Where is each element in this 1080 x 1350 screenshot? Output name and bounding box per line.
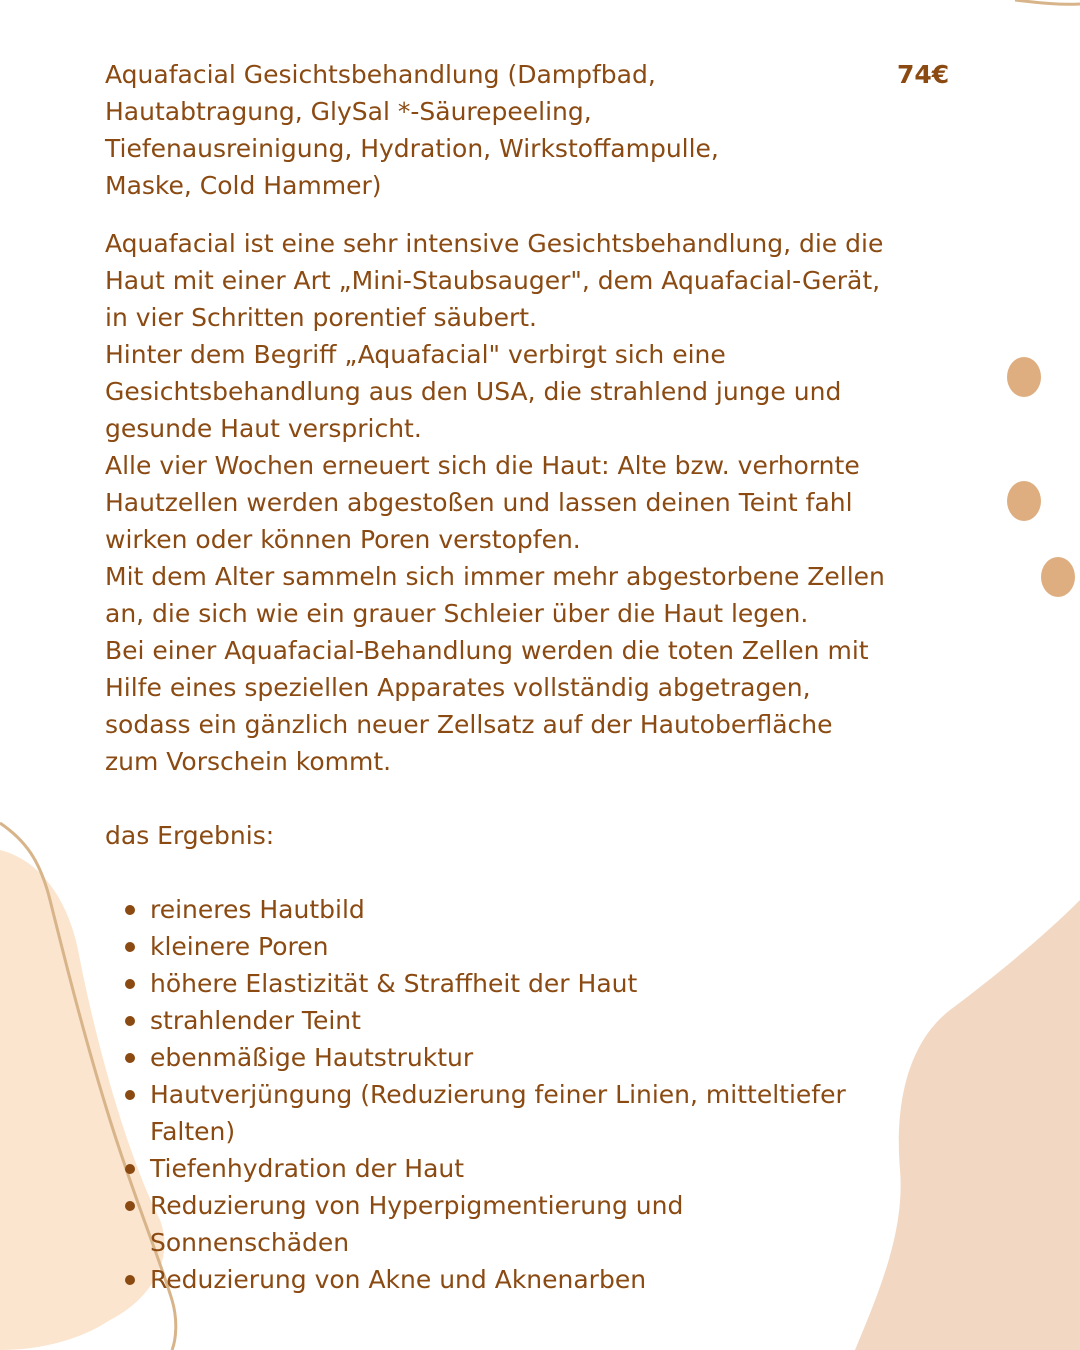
description-line: Hilfe eines speziellen Apparates vollständig abgetragen, xyxy=(105,673,811,702)
description-line: in vier Schritten porentief säubert. xyxy=(105,303,538,332)
decor-dot-2 xyxy=(1007,481,1041,521)
treatment-title-line: Tiefenausreinigung, Hydration, Wirkstoffampulle, xyxy=(105,134,719,163)
decor-dot-1 xyxy=(1007,357,1041,397)
bullet-icon xyxy=(125,979,135,989)
benefit-text: reineres Hautbild xyxy=(150,895,365,924)
bullet-icon xyxy=(125,905,135,915)
benefit-item xyxy=(105,1076,895,1150)
bullet-icon xyxy=(125,1201,135,1211)
benefit-text: Sonnenschäden xyxy=(150,1228,350,1257)
top-right-curve-line xyxy=(1015,0,1080,4)
benefit-text: strahlender Teint xyxy=(150,1006,361,1035)
treatment-title-line: Maske, Cold Hammer) xyxy=(105,171,382,200)
treatment-title xyxy=(105,56,895,204)
description-line: an, die sich wie ein grauer Schleier über die Haut legen. xyxy=(105,599,809,628)
benefit-text: Falten) xyxy=(150,1117,236,1146)
benefit-text: höhere Elastizität & Straffheit der Haut xyxy=(150,969,638,998)
treatment-title-line: Aquafacial Gesichtsbehandlung (Dampfbad, xyxy=(105,60,656,89)
benefit-item xyxy=(105,1039,895,1076)
description-line: Hinter dem Begriff „Aquafacial" verbirgt sich eine xyxy=(105,340,726,369)
benefit-item xyxy=(105,1187,895,1261)
description-line: Hautzellen werden abgestoßen und lassen deinen Teint fahl xyxy=(105,488,853,517)
treatment-title-line: Hautabtragung, GlySal *-Säurepeeling, xyxy=(105,97,592,126)
bullet-icon xyxy=(125,1016,135,1026)
benefit-text: Tiefenhydration der Haut xyxy=(150,1154,465,1183)
benefit-text: ebenmäßige Hautstruktur xyxy=(150,1043,474,1072)
benefit-text: Reduzierung von Hyperpigmentierung und xyxy=(150,1191,684,1220)
description-line: zum Vorschein kommt. xyxy=(105,747,392,776)
description-line: Mit dem Alter sammeln sich immer mehr abgestorbene Zellen xyxy=(105,562,885,591)
bullet-icon xyxy=(125,1090,135,1100)
description-line: Bei einer Aquafacial-Behandlung werden die toten Zellen mit xyxy=(105,636,869,665)
result-label: das Ergebnis: xyxy=(105,821,275,850)
description-line: sodass ein gänzlich neuer Zellsatz auf der Hautoberfläche xyxy=(105,710,833,739)
decor-dot-3 xyxy=(1041,557,1075,597)
bullet-icon xyxy=(125,1164,135,1174)
benefit-text: Hautverjüngung (Reduzierung feiner Linien, mitteltiefer xyxy=(150,1080,846,1109)
benefit-text: kleinere Poren xyxy=(150,932,329,961)
description-line: wirken oder können Poren verstopfen. xyxy=(105,525,581,554)
benefit-item xyxy=(105,1150,895,1187)
description-paragraph xyxy=(105,225,895,780)
benefit-item xyxy=(105,965,895,1002)
description-line: Aquafacial ist eine sehr intensive Gesichtsbehandlung, die die xyxy=(105,229,884,258)
benefit-item xyxy=(105,1002,895,1039)
description-line: Haut mit einer Art „Mini-Staubsauger", dem Aquafacial-Gerät, xyxy=(105,266,881,295)
description-line: Alle vier Wochen erneuert sich die Haut: Alte bzw. verhornte xyxy=(105,451,860,480)
benefit-item xyxy=(105,1261,895,1298)
benefit-item xyxy=(105,891,895,928)
benefits-list xyxy=(105,891,895,1298)
description-line: gesunde Haut verspricht. xyxy=(105,414,422,443)
description-line: Gesichtsbehandlung aus den USA, die strahlend junge und xyxy=(105,377,842,406)
bullet-icon xyxy=(125,1275,135,1285)
benefit-text: Reduzierung von Akne und Aknenarben xyxy=(150,1265,647,1294)
bullet-icon xyxy=(125,1053,135,1063)
benefit-item xyxy=(105,928,895,965)
price-label: 74€ xyxy=(897,60,950,89)
bullet-icon xyxy=(125,942,135,952)
treatment-description xyxy=(105,56,895,1298)
